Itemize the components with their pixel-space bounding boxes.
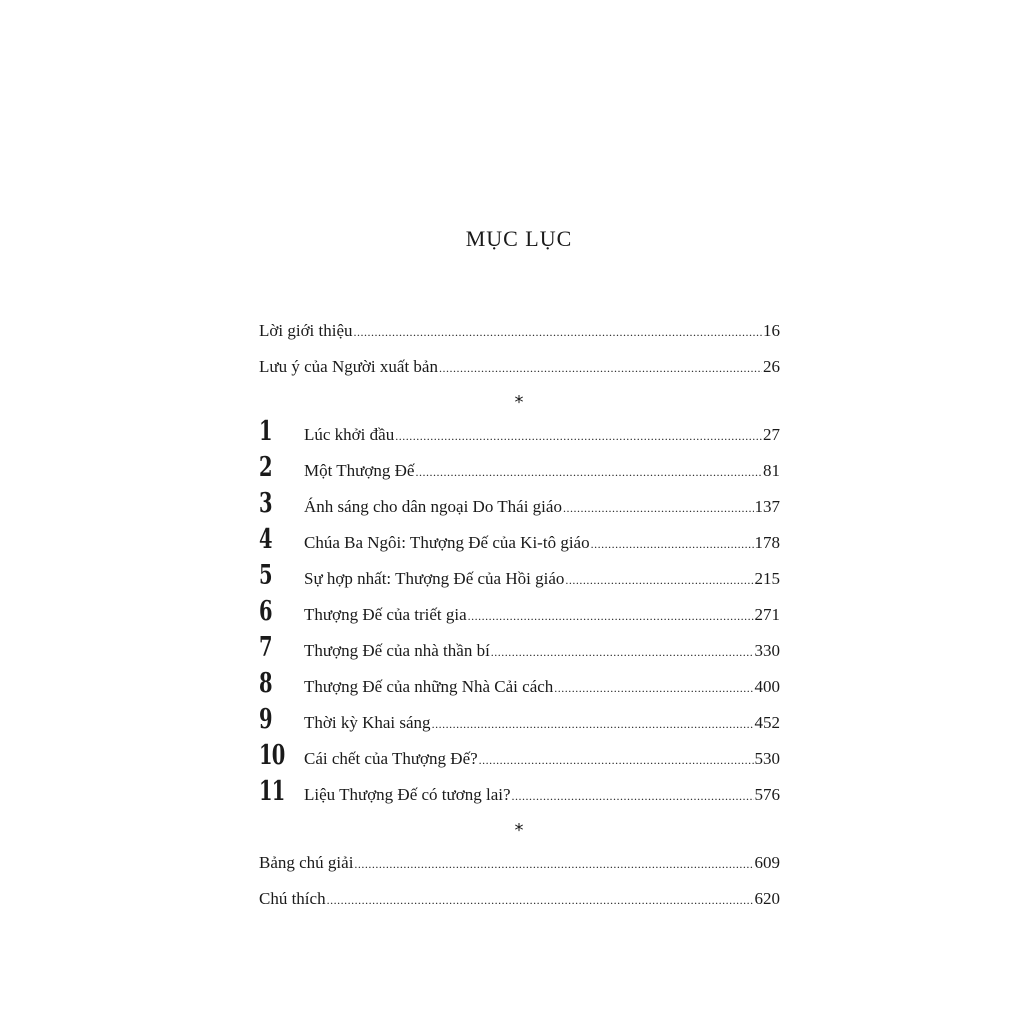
chapter-number: 3 bbox=[259, 488, 272, 519]
toc-entry-label: Bảng chú giải bbox=[259, 853, 354, 872]
toc-entry-label: Thượng Đế của nhà thần bí bbox=[304, 641, 490, 660]
toc-entry-page: 137 bbox=[754, 497, 780, 516]
chapter-number: 2 bbox=[259, 452, 272, 483]
toc-entry-page: 215 bbox=[754, 569, 780, 588]
dot-leader bbox=[327, 887, 754, 913]
toc-entry-label: Lời giới thiệu bbox=[259, 321, 353, 340]
dot-leader bbox=[563, 495, 754, 521]
dot-leader bbox=[354, 319, 762, 345]
toc-entry-page: 609 bbox=[754, 853, 780, 872]
toc-entry-page: 271 bbox=[754, 605, 780, 624]
dot-leader bbox=[354, 851, 753, 877]
chapter-number: 11 bbox=[259, 776, 285, 807]
toc-entry-page: 530 bbox=[754, 749, 780, 768]
toc-entry-page: 400 bbox=[754, 677, 780, 696]
toc-entry-label: Thượng Đế của triết gia bbox=[304, 605, 467, 624]
toc-entry-page: 27 bbox=[763, 425, 780, 444]
toc-entry-chapter bbox=[259, 560, 780, 592]
toc-entry-chapter bbox=[259, 596, 780, 628]
dot-leader bbox=[468, 603, 754, 629]
toc-entry-label: Lưu ý của Người xuất bản bbox=[259, 357, 438, 376]
toc-entry-label: Ánh sáng cho dân ngoại Do Thái giáo bbox=[304, 497, 562, 516]
chapter-number: 9 bbox=[259, 704, 272, 735]
toc-entry-chapter bbox=[259, 776, 780, 808]
toc-entry-label: Sự hợp nhất: Thượng Đế của Hồi giáo bbox=[304, 569, 565, 588]
dot-leader bbox=[395, 423, 762, 449]
chapter-number: 8 bbox=[259, 668, 272, 699]
dot-leader bbox=[439, 355, 762, 381]
toc-entry-chapter bbox=[259, 632, 780, 664]
toc-entry-page: 26 bbox=[763, 357, 780, 376]
toc-entry-label: Chú thích bbox=[259, 889, 326, 908]
toc-entry-label: Liệu Thượng Đế có tương lai? bbox=[304, 785, 511, 804]
chapter-number: 1 bbox=[259, 416, 272, 447]
dot-leader bbox=[479, 747, 754, 773]
toc-entry-page: 620 bbox=[754, 889, 780, 908]
chapter-number: 5 bbox=[259, 560, 272, 591]
toc-entry-label: Thời kỳ Khai sáng bbox=[304, 713, 431, 732]
toc-entry-page: 330 bbox=[754, 641, 780, 660]
section-separator: * bbox=[514, 392, 524, 413]
toc-entry-front bbox=[259, 318, 780, 344]
dot-leader bbox=[432, 711, 754, 737]
toc-entry-label: Cái chết của Thượng Đế? bbox=[304, 749, 478, 768]
dot-leader bbox=[565, 567, 753, 593]
toc-entry-chapter bbox=[259, 740, 780, 772]
toc-entry-page: 16 bbox=[763, 321, 780, 340]
toc-entry-page: 576 bbox=[754, 785, 780, 804]
toc-entry-page: 452 bbox=[754, 713, 780, 732]
chapter-number: 7 bbox=[259, 632, 272, 663]
dot-leader bbox=[591, 531, 754, 557]
toc-entry-label: Một Thượng Đế bbox=[304, 461, 415, 480]
chapter-number: 10 bbox=[259, 740, 285, 771]
dot-leader bbox=[512, 783, 754, 809]
toc-entry-label: Thượng Đế của những Nhà Cải cách bbox=[304, 677, 554, 696]
dot-leader bbox=[491, 639, 754, 665]
toc-entry-page: 81 bbox=[763, 461, 780, 480]
page-title: MỤC LỤC bbox=[465, 226, 573, 251]
chapter-number: 6 bbox=[259, 596, 272, 627]
chapter-number: 4 bbox=[259, 524, 272, 555]
dot-leader bbox=[415, 459, 762, 485]
toc-entry-back bbox=[259, 886, 780, 912]
toc-entry-chapter bbox=[259, 452, 780, 484]
toc-entry-chapter bbox=[259, 416, 780, 448]
toc-entry-chapter bbox=[259, 704, 780, 736]
toc-entry-page: 178 bbox=[754, 533, 780, 552]
toc-entry-back bbox=[259, 850, 780, 876]
section-separator: * bbox=[514, 820, 524, 841]
toc-entry-label: Lúc khởi đầu bbox=[304, 425, 395, 444]
toc-entry-label: Chúa Ba Ngôi: Thượng Đế của Ki-tô giáo bbox=[304, 533, 590, 552]
toc-entry-chapter bbox=[259, 524, 780, 556]
toc-entry-chapter bbox=[259, 668, 780, 700]
toc-entry-front bbox=[259, 354, 780, 380]
toc-entry-chapter bbox=[259, 488, 780, 520]
dot-leader bbox=[554, 675, 753, 701]
